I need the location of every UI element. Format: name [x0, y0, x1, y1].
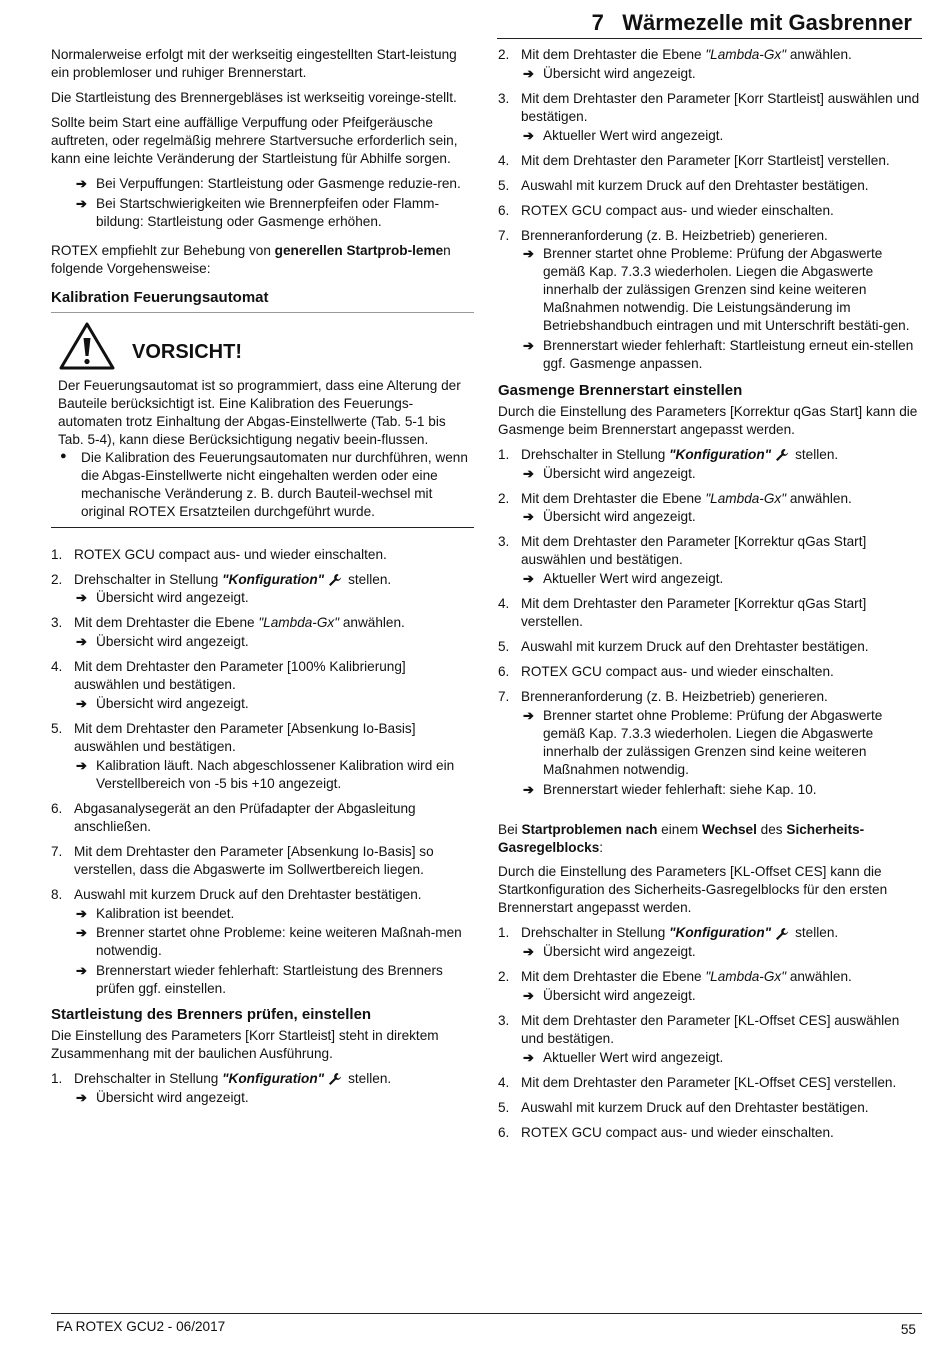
- footer-rule: [51, 1313, 922, 1314]
- page-number: 55: [900, 1322, 916, 1337]
- step-text: ROTEX GCU compact aus- und wieder einschalten.: [521, 664, 834, 680]
- list-item: [498, 533, 923, 588]
- kl-offset-steps: [498, 924, 923, 1141]
- wrench-icon: [775, 448, 789, 462]
- section-heading-kalibration: Kalibration Feuerungsautomat: [51, 289, 269, 307]
- step-number: 3.: [51, 615, 63, 631]
- list-item: [498, 177, 923, 195]
- step-number: 5.: [498, 1099, 510, 1115]
- startleistung-steps-continued: [498, 46, 923, 373]
- result-arrow: ➔ Übersicht wird angezeigt.: [521, 508, 923, 526]
- result-arrow: ➔ Brennerstart wieder fehlerhaft: siehe Kap. 10.: [521, 781, 923, 799]
- step-number: 2.: [498, 969, 510, 985]
- step-text: Mit dem Drehtaster die Ebene: [521, 969, 706, 985]
- result-arrow: ➔ Brennerstart wieder fehlerhaft: Startleistung erneut ein-stellen ggf. Gasmenge anpassen.: [521, 337, 923, 373]
- step-number: 7.: [498, 688, 510, 704]
- kl-text: einem: [657, 821, 702, 837]
- result-arrow: ➔ Aktueller Wert wird angezeigt.: [521, 1049, 923, 1067]
- result-arrow: ➔ Brenner startet ohne Probleme: Prüfung der Abgaswerte gemäß Kap. 7.3.3 wiederholen. Liegen die Abgaswerte innerhalb der zulässigen Grenzen sind keine weiteren Maßnahmen notwendig. Die Leistungsänderung im Betriebshandbuch eintragen und mit Unterschrift bestäti-gen.: [521, 245, 923, 335]
- step-setting: "Konfiguration": [222, 571, 325, 587]
- list-item: [498, 968, 923, 1005]
- step-number: 2.: [51, 571, 63, 587]
- step-number: 7.: [51, 843, 63, 859]
- step-text-end: anwählen.: [786, 969, 852, 985]
- step-level: "Lambda-Gx": [705, 47, 787, 62]
- list-item: [498, 1099, 923, 1117]
- caution-header: [58, 321, 474, 371]
- step-text: Auswahl mit kurzem Druck auf den Drehtaster bestätigen.: [521, 639, 869, 655]
- result-arrow: ➔ Übersicht wird angezeigt.: [521, 987, 923, 1005]
- step-setting: "Konfiguration": [669, 446, 772, 462]
- step-text: ROTEX GCU compact aus- und wieder einschalten.: [521, 202, 834, 218]
- recommend-text: ROTEX empfiehlt zur Behebung von: [51, 243, 275, 259]
- step-setting: "Konfiguration": [222, 1070, 325, 1086]
- step-number: 4.: [498, 596, 510, 612]
- list-item: [51, 546, 474, 564]
- step-text: ROTEX GCU compact aus- und wieder einschalten.: [521, 1124, 834, 1140]
- step-number: 6.: [51, 800, 63, 816]
- result-arrow: ➔ Kalibration ist beendet.: [74, 905, 474, 923]
- step-number: 6.: [498, 1124, 510, 1140]
- gasmenge-steps: [498, 446, 923, 799]
- step-number: 6.: [498, 664, 510, 680]
- result-arrow: ➔ Bei Startschwierigkeiten wie Brennerpfeifen oder Flamm-bildung: Startleistung oder Gasmenge erhöhen.: [74, 195, 474, 231]
- step-text: Drehschalter in Stellung: [521, 446, 670, 462]
- result-arrow: ➔ Übersicht wird angezeigt.: [521, 65, 923, 83]
- step-text: Mit dem Drehtaster die Ebene: [521, 490, 706, 506]
- step-level: "Lambda-Gx": [258, 615, 340, 631]
- step-text: Mit dem Drehtaster den Parameter [Korr Startleist] verstellen.: [521, 152, 890, 168]
- caution-bullet: ● Die Kalibration des Feuerungsautomaten nur durchführen, wenn die Abgas-Einstellwerte nicht eingehalten werden oder eine mechanische Veränderung z. B. durch Bauteil-wechsel mit original ROTEX Ersatzteilen durchgeführt wurde.: [58, 449, 474, 521]
- step-text: Drehschalter in Stellung: [521, 925, 670, 941]
- step-level: "Lambda-Gx": [705, 490, 787, 506]
- result-arrow: ➔ Aktueller Wert wird angezeigt.: [521, 127, 923, 145]
- left-column: [51, 46, 474, 1114]
- step-number: 4.: [51, 659, 63, 675]
- step-number: 8.: [51, 886, 63, 902]
- result-arrow: ➔ Brennerstart wieder fehlerhaft: Startleistung des Brenners prüfen ggf. einstellen.: [74, 962, 474, 998]
- section-heading-gasmenge: Gasmenge Brennerstart einstellen: [498, 382, 743, 399]
- chapter-number: 7: [591, 10, 604, 35]
- section-rule: [51, 312, 474, 313]
- list-item: [51, 1070, 474, 1107]
- step-number: 1.: [51, 546, 63, 562]
- list-item: [51, 614, 474, 651]
- list-item: [498, 1074, 923, 1092]
- list-item: [51, 800, 474, 836]
- result-arrow: ➔ Übersicht wird angezeigt.: [521, 465, 923, 483]
- step-number: 3.: [498, 534, 510, 550]
- wrench-icon: [328, 1072, 342, 1086]
- step-setting: "Konfiguration": [669, 925, 772, 941]
- step-text: Abgasanalysegerät an den Prüfadapter der Abgasleitung anschließen.: [74, 800, 416, 834]
- kl-text: :: [599, 839, 604, 855]
- list-item: [498, 1012, 923, 1067]
- step-text-end: stellen.: [795, 446, 839, 462]
- result-arrow: ➔ Übersicht wird angezeigt.: [521, 943, 923, 961]
- step-text-end: anwählen.: [786, 47, 852, 62]
- kl-bold: Sicherheits-Gasregelblocks: [498, 821, 865, 855]
- step-text: Mit dem Drehtaster den Parameter [KL-Offset CES] auswählen und bestätigen.: [521, 1013, 900, 1046]
- step-number: 1.: [498, 925, 510, 941]
- kl-text: Bei: [498, 821, 522, 837]
- list-item: [498, 227, 923, 374]
- startleistung-steps: [51, 1070, 474, 1107]
- kl-text: des: [756, 821, 787, 837]
- caution-box: [51, 321, 474, 528]
- step-text: Mit dem Drehtaster den Parameter [Absenkung Io-Basis] so verstellen, dass die Abgaswerte im Sollwertbereich liegen.: [74, 843, 434, 877]
- step-text: Auswahl mit kurzem Druck auf den Drehtaster bestätigen.: [521, 177, 869, 193]
- step-text: Mit dem Drehtaster den Parameter [KL-Offset CES] verstellen.: [521, 1074, 897, 1090]
- list-item: [498, 595, 923, 631]
- step-text-end: anwählen.: [339, 615, 405, 631]
- step-number: 1.: [51, 1070, 63, 1086]
- step-text: Drehschalter in Stellung: [74, 571, 223, 587]
- step-level: "Lambda-Gx": [705, 969, 787, 985]
- list-item: [498, 663, 923, 681]
- wrench-icon: [775, 927, 789, 941]
- step-number: 4.: [498, 152, 510, 168]
- step-number: 3.: [498, 1013, 510, 1029]
- list-item: [498, 46, 923, 83]
- step-number: 4.: [498, 1074, 510, 1090]
- list-item: [498, 1124, 923, 1142]
- section-heading-startleistung: Startleistung des Brenners prüfen, einstellen: [51, 1006, 372, 1024]
- section-intro: Die Einstellung des Parameters [Korr Startleist] steht in direktem Zusammenhang mit der baulichen Ausführung.: [51, 1028, 439, 1061]
- kl-offset-lead: [498, 821, 923, 857]
- page-header: [497, 4, 922, 39]
- step-number: 2.: [498, 47, 510, 62]
- recommend-text-end: n folgende Vorgehensweise:: [51, 243, 451, 277]
- step-number: 5.: [498, 177, 510, 193]
- result-arrow: ➔ Bei Verpuffungen: Startleistung oder Gasmenge reduzie-ren.: [74, 175, 474, 193]
- list-item: [51, 658, 474, 713]
- step-text: Mit dem Drehtaster den Parameter [Korrektur qGas Start] verstellen.: [521, 596, 867, 630]
- list-item: [51, 886, 474, 999]
- step-text: Mit dem Drehtaster die Ebene: [74, 615, 259, 631]
- result-arrow: ➔ Übersicht wird angezeigt.: [74, 1089, 474, 1107]
- intro-paragraph: Sollte beim Start eine auffällige Verpuffung oder Pfeifgeräusche auftreten, oder regelmäßig mehrere Startversuche erforderlich sein, kann eine leichte Veränderung der Startleistung für Abhilfe sorgen.: [51, 114, 458, 166]
- caution-text: Der Feuerungsautomat ist so programmiert, dass eine Alterung der Bauteile berücksichtigt ist. Eine Kalibration des Feuerungs-automaten trotz Einhaltung der Abgas-Einstellwerte (Tab. 5-1 bis Tab. 5-4), kann diese Berücksichtigung negativ beein-flussen.: [58, 378, 461, 447]
- recommend-paragraph: [51, 242, 474, 278]
- caution-title: VORSICHT!: [132, 340, 242, 363]
- chapter-title: [592, 8, 912, 37]
- list-item: [51, 571, 474, 608]
- section-intro: Durch die Einstellung des Parameters [Korrektur qGas Start] kann die Gasmenge beim Brennerstart angepasst werden.: [498, 403, 918, 437]
- result-arrow: ➔ Aktueller Wert wird angezeigt.: [521, 570, 923, 588]
- step-text: Auswahl mit kurzem Druck auf den Drehtaster bestätigen.: [521, 1099, 869, 1115]
- step-number: 7.: [498, 227, 510, 243]
- recommend-bold: generellen Startprob-leme: [274, 243, 444, 259]
- list-item: [498, 924, 923, 961]
- step-text: Drehschalter in Stellung: [74, 1070, 223, 1086]
- step-text: Mit dem Drehtaster den Parameter [Korrektur qGas Start] auswählen und bestätigen.: [521, 534, 867, 568]
- list-item: [498, 490, 923, 527]
- result-arrow: ➔ Brenner startet ohne Probleme: keine weiteren Maßnah-men notwendig.: [74, 924, 474, 960]
- step-text: Mit dem Drehtaster den Parameter [100% Kalibrierung] auswählen und bestätigen.: [74, 659, 406, 693]
- intro-paragraph: Die Startleistung des Brennergebläses ist werkseitig voreinge-stellt.: [51, 89, 457, 105]
- list-item: [51, 843, 474, 879]
- chapter-name: Wärmezelle mit Gasbrenner: [622, 10, 912, 35]
- step-text: Mit dem Drehtaster die Ebene: [521, 47, 706, 62]
- step-text-end: anwählen.: [786, 490, 852, 506]
- kl-bold: Startproblemen nach: [521, 821, 658, 837]
- kl-bold: Wechsel: [701, 821, 757, 837]
- result-arrow: ➔ Übersicht wird angezeigt.: [74, 589, 474, 607]
- step-text: Auswahl mit kurzem Druck auf den Drehtaster bestätigen.: [74, 886, 422, 902]
- section-intro: Durch die Einstellung des Parameters [KL-Offset CES] kann die Startkonfiguration des Sicherheits-Gasregelblocks für den ersten Brennerstart angepasst werden.: [498, 864, 888, 916]
- step-text-end: stellen.: [348, 571, 392, 587]
- step-number: 5.: [498, 639, 510, 655]
- step-text: Mit dem Drehtaster den Parameter [Absenkung Io-Basis] auswählen und bestätigen.: [74, 721, 416, 755]
- intro-paragraph: Normalerweise erfolgt mit der werkseitig eingestellten Start-leistung ein problemloser und ruhiger Brennerstart.: [51, 47, 457, 80]
- list-item: [498, 152, 923, 170]
- list-item: [51, 720, 474, 793]
- list-item: [498, 688, 923, 799]
- step-text: Mit dem Drehtaster den Parameter [Korr Startleist] auswählen und bestätigen.: [521, 90, 920, 124]
- step-number: 1.: [498, 446, 510, 462]
- list-item: [498, 90, 923, 145]
- step-number: 5.: [51, 721, 63, 737]
- list-item: [498, 638, 923, 656]
- warning-triangle-icon: [58, 321, 116, 371]
- step-number: 2.: [498, 490, 510, 506]
- step-number: 6.: [498, 202, 510, 218]
- list-item: [498, 202, 923, 220]
- result-arrow: ➔ Übersicht wird angezeigt.: [74, 633, 474, 651]
- kalibration-steps: [51, 546, 474, 999]
- result-arrow: ➔ Kalibration läuft. Nach abgeschlossener Kalibration wird ein Verstellbereich von -5 bis +10 angezeigt.: [74, 757, 474, 793]
- step-text-end: stellen.: [795, 925, 839, 941]
- right-column: [498, 46, 923, 1149]
- step-number: 3.: [498, 90, 510, 106]
- footer-document-id: FA ROTEX GCU2 - 06/2017: [56, 1319, 226, 1334]
- step-text: ROTEX GCU compact aus- und wieder einschalten.: [74, 546, 387, 562]
- step-text: Brenneranforderung (z. B. Heizbetrieb) generieren.: [521, 227, 828, 243]
- list-item: [498, 446, 923, 483]
- wrench-icon: [328, 573, 342, 587]
- result-arrow: ➔ Übersicht wird angezeigt.: [74, 695, 474, 713]
- step-text: Brenneranforderung (z. B. Heizbetrieb) generieren.: [521, 688, 828, 704]
- step-text-end: stellen.: [348, 1070, 392, 1086]
- result-arrow: ➔ Brenner startet ohne Probleme: Prüfung der Abgaswerte gemäß Kap. 7.3.3 wiederholen. Liegen die Abgaswerte innerhalb der zulässigen Grenzen sind keine weiteren Maßnahmen notwendig.: [521, 707, 923, 779]
